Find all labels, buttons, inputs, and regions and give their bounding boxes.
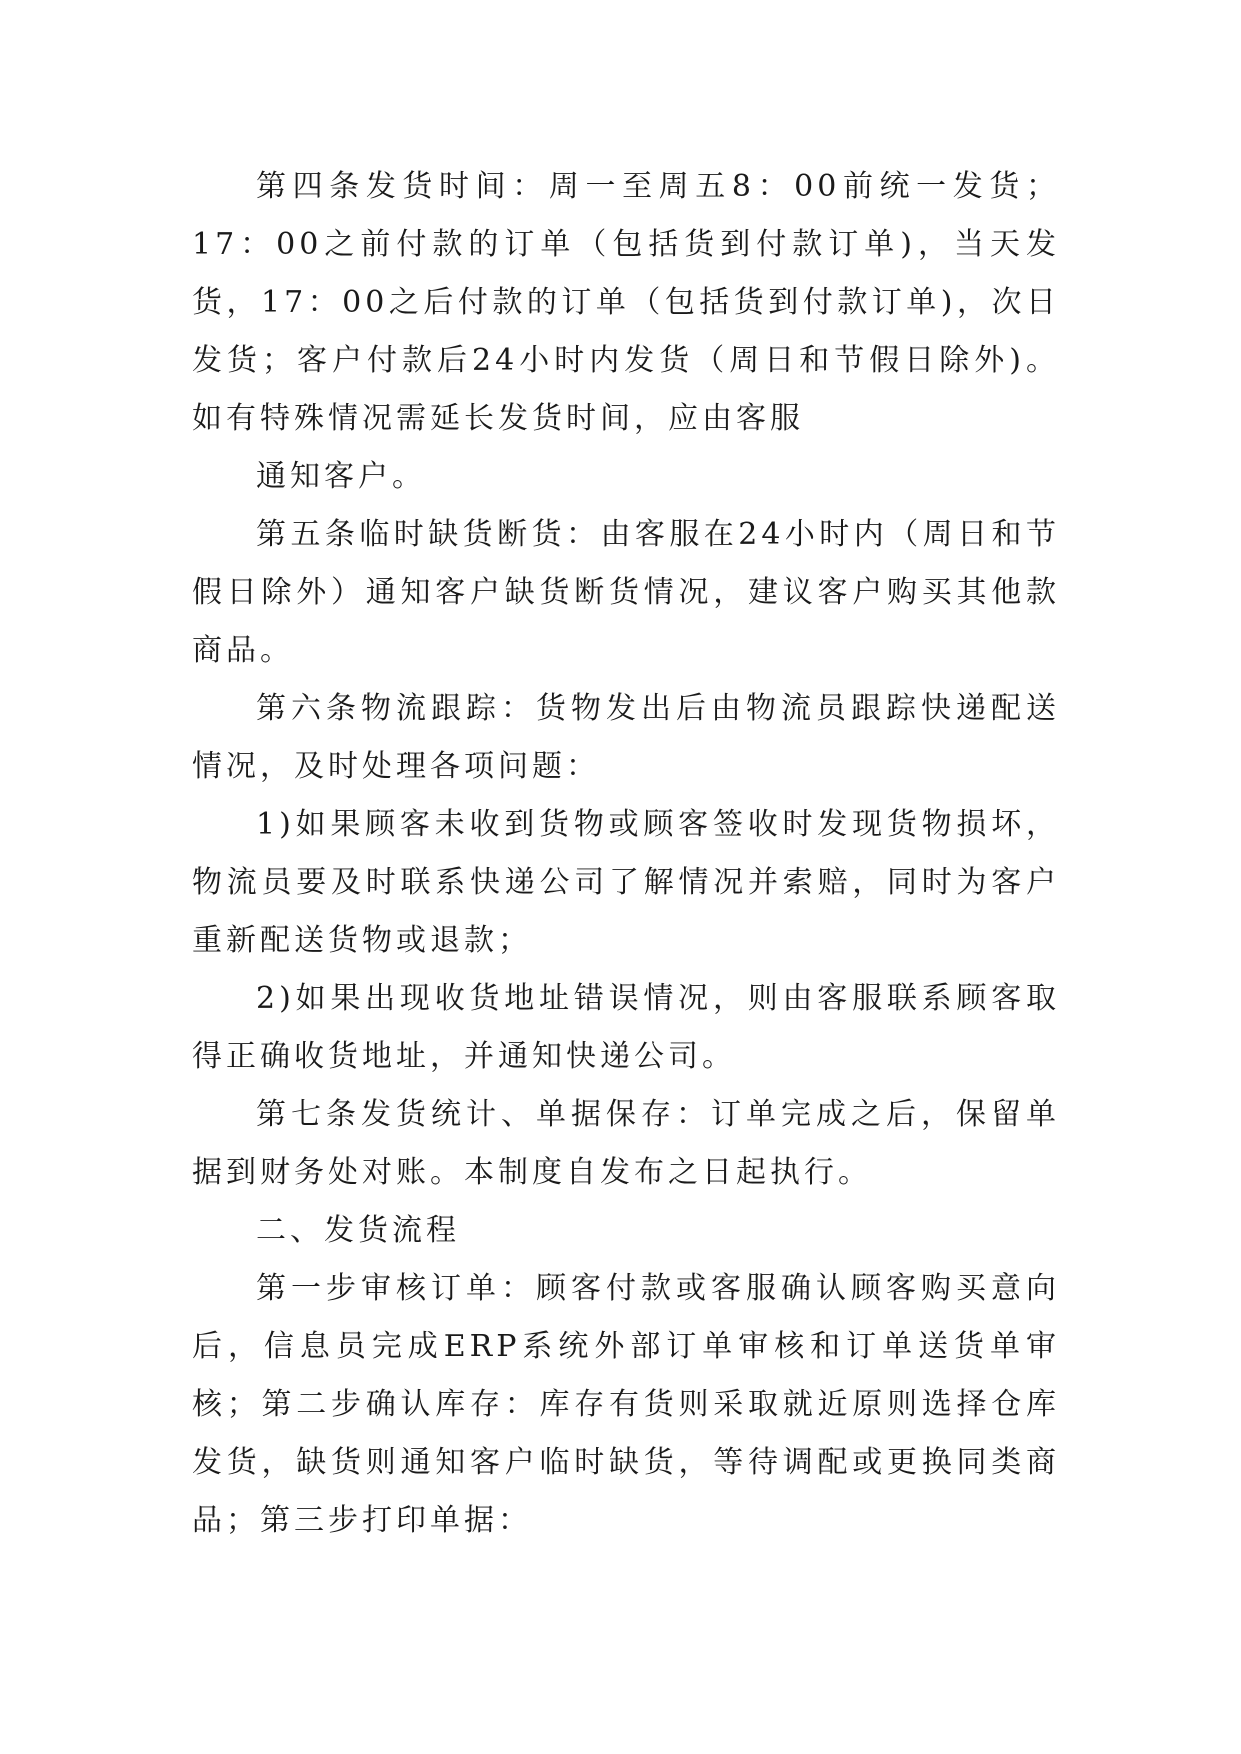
article-6-item-1: 1)如果顾客未收到货物或顾客签收时发现货物损坏，物流员要及时联系快递公司了解情况并索赔，同时为客户重新配送货物或退款； xyxy=(192,807,1060,958)
article-7-statistics: 第七条发货统计、单据保存：订单完成之后，保留单据到财务处对账。本制度自发布之日起执行。 xyxy=(192,1097,1060,1190)
document-page xyxy=(192,158,1060,1550)
process-steps: 第一步审核订单：顾客付款或客服确认顾客购买意向后，信息员完成ERP系统外部订单审核和订单送货单审核；第二步确认库存：库存有货则采取就近原则选择仓库发货，缺货则通知客户临时缺货，等待调配或更换同类商品；第三步打印单据： xyxy=(192,1271,1060,1538)
article-4-shipping-time: 第四条发货时间：周一至周五8：00前统一发货；17：00之前付款的订单（包括货到付款订单)，当天发货，17：00之后付款的订单（包括货到付款订单)，次日发货；客户付款后24小时内发货（周日和节假日除外)。如有特殊情况需延长发货时间，应由客服 xyxy=(192,169,1060,436)
section-heading-shipping-process: 二、发货流程 xyxy=(256,1213,460,1248)
article-5-out-of-stock: 第五条临时缺货断货：由客服在24小时内（周日和节假日除外）通知客户缺货断货情况，建议客户购买其他款商品。 xyxy=(192,517,1060,668)
article-6-item-2: 2)如果出现收货地址错误情况，则由客服联系顾客取得正确收货地址，并通知快递公司。 xyxy=(192,981,1060,1074)
article-6-logistics-tracking: 第六条物流跟踪：货物发出后由物流员跟踪快递配送情况，及时处理各项问题： xyxy=(192,691,1060,784)
article-4-continuation: 通知客户。 xyxy=(256,459,426,494)
